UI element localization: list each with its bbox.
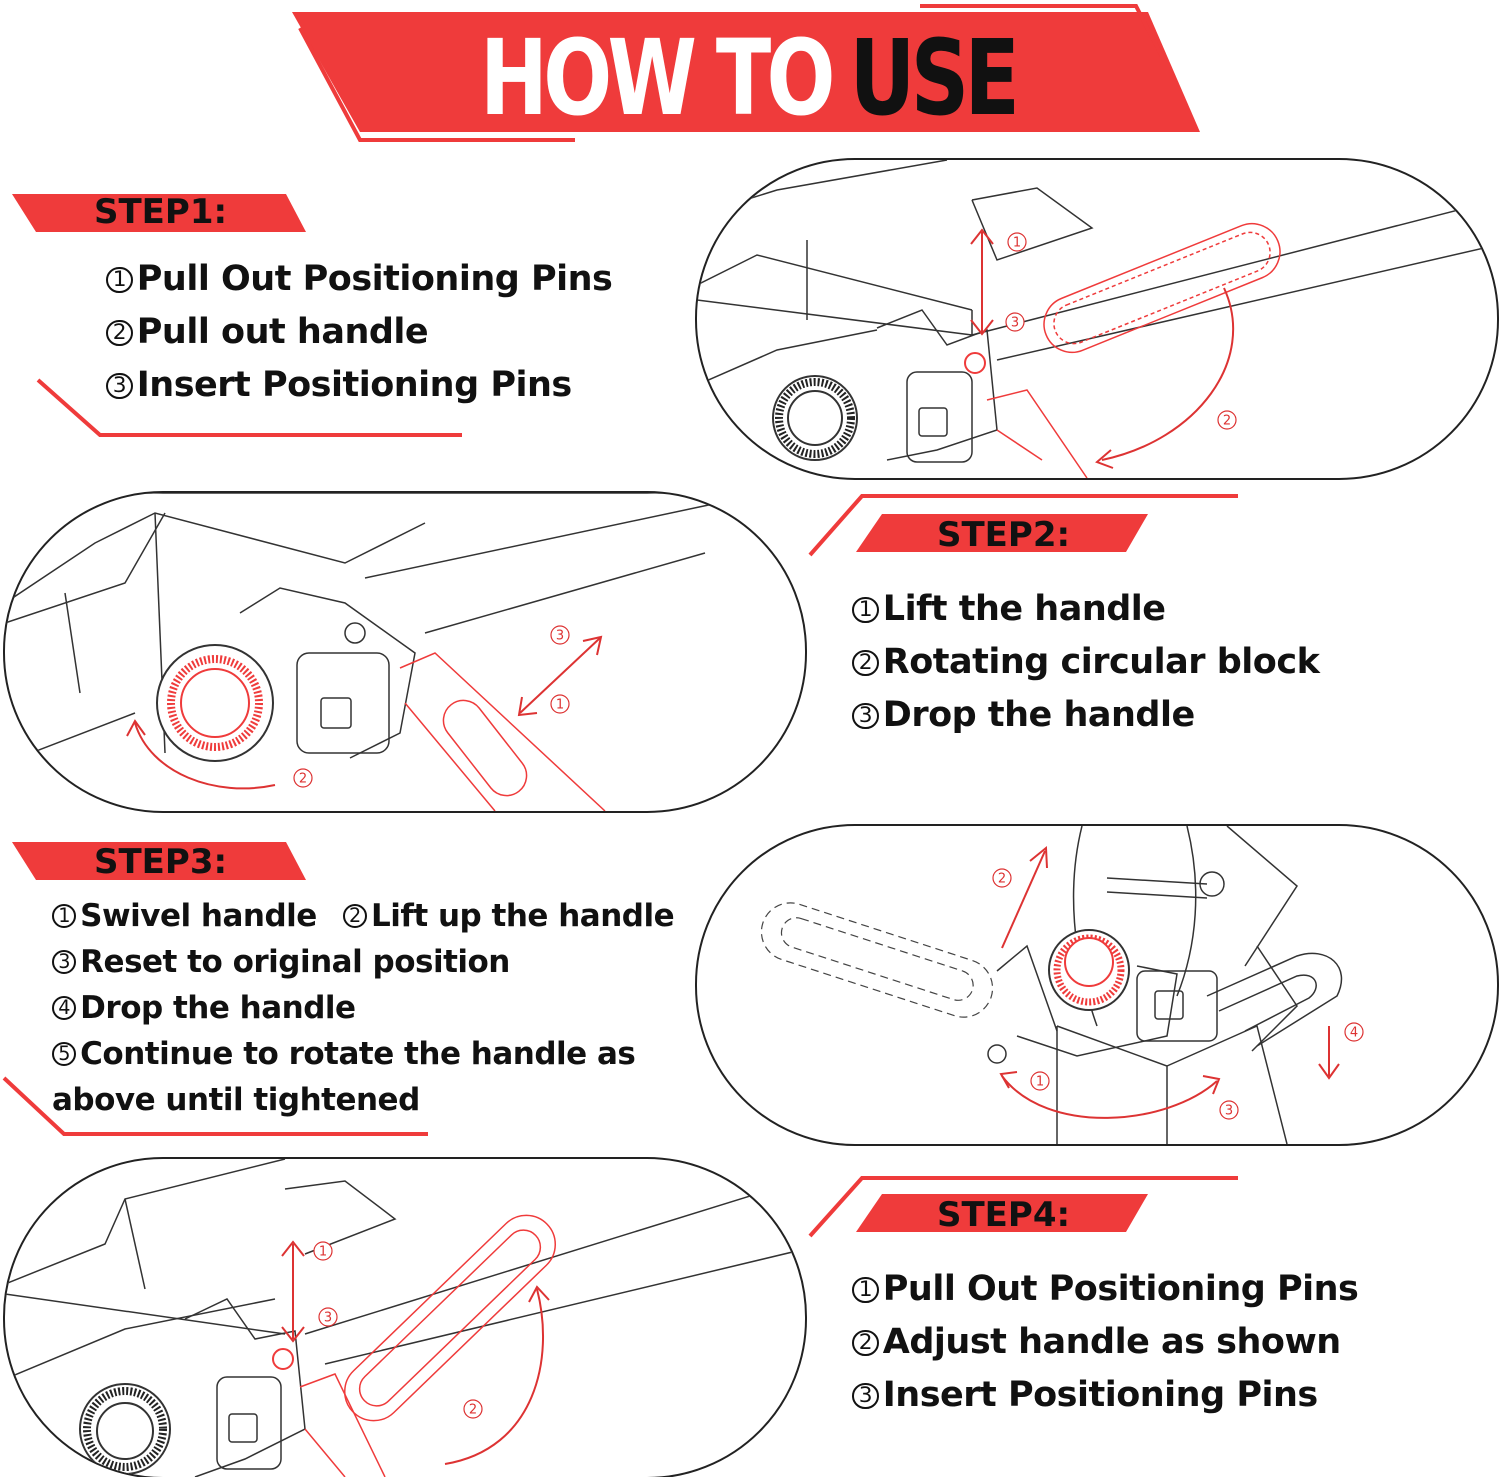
step2-illustration bbox=[3, 491, 807, 813]
step4-illustration bbox=[3, 1157, 807, 1477]
diagram-label-text: 2 bbox=[468, 1402, 478, 1418]
step1-label: STEP1: bbox=[94, 192, 228, 232]
step-number: 1 bbox=[852, 597, 879, 624]
diagram-label bbox=[464, 1400, 482, 1418]
diagram-label bbox=[551, 695, 569, 713]
step-text: Insert Positioning Pins bbox=[882, 1375, 1318, 1415]
step-text: above until tightened bbox=[52, 1082, 420, 1118]
step1-item bbox=[106, 306, 612, 359]
step2-label: STEP2: bbox=[937, 515, 1071, 555]
step3-item bbox=[52, 1077, 674, 1123]
step-number: 3 bbox=[852, 1383, 879, 1410]
step3-item bbox=[52, 985, 674, 1031]
step4-list bbox=[852, 1263, 1358, 1422]
diagram-label-text: 2 bbox=[298, 771, 308, 787]
diagram-label bbox=[1345, 1023, 1363, 1041]
diagram-label-text: 4 bbox=[1349, 1025, 1359, 1041]
diagram-label bbox=[1006, 313, 1024, 331]
step-text: Adjust handle as shown bbox=[882, 1322, 1341, 1362]
step1-item bbox=[106, 253, 612, 306]
step3-illustration bbox=[695, 824, 1499, 1146]
step4-label: STEP4: bbox=[937, 1195, 1071, 1235]
step1-item bbox=[106, 359, 612, 412]
step2-item bbox=[852, 689, 1319, 742]
diagram-label-text: 3 bbox=[1224, 1103, 1234, 1119]
step-number: 2 bbox=[106, 320, 133, 347]
diagram-label bbox=[1218, 411, 1236, 429]
step-number: 2 bbox=[852, 1330, 879, 1357]
diagram-label-text: 1 bbox=[1012, 235, 1022, 251]
diagram-label-text: 1 bbox=[318, 1244, 328, 1260]
step-text: Drop the handle bbox=[882, 695, 1195, 735]
step-text: Pull Out Positioning Pins bbox=[882, 1269, 1359, 1309]
step-number: 3 bbox=[52, 950, 76, 974]
diagram-label-text: 3 bbox=[555, 628, 565, 644]
step-text: Swivel handle bbox=[80, 898, 317, 934]
step-number: 1 bbox=[852, 1277, 879, 1304]
step-number: 2 bbox=[343, 904, 367, 928]
step-number: 3 bbox=[106, 373, 133, 400]
knob bbox=[157, 645, 273, 761]
diagram-label bbox=[993, 869, 1011, 887]
step-text: Continue to rotate the handle as bbox=[80, 1036, 636, 1072]
diagram-label-text: 2 bbox=[1222, 413, 1232, 429]
step4-item bbox=[852, 1369, 1358, 1422]
diagram-label bbox=[551, 626, 569, 644]
diagram-label-text: 3 bbox=[1010, 315, 1020, 331]
diagram-label bbox=[314, 1242, 332, 1260]
step4-item bbox=[852, 1263, 1358, 1316]
diagram-label-text: 3 bbox=[323, 1310, 333, 1326]
step3-item bbox=[52, 893, 674, 939]
step-text: Pull Out Positioning Pins bbox=[136, 259, 613, 299]
step4-item bbox=[852, 1316, 1358, 1369]
step1-list bbox=[106, 253, 612, 412]
step2-list bbox=[852, 583, 1319, 742]
step3-item bbox=[52, 939, 674, 985]
step1-illustration bbox=[695, 158, 1499, 480]
step-number: 3 bbox=[852, 703, 879, 730]
step3-item bbox=[52, 1031, 674, 1077]
step-text: Rotating circular block bbox=[882, 642, 1320, 682]
title-part-1: HOW TO bbox=[480, 17, 831, 139]
step3-list bbox=[52, 893, 674, 1123]
step2-item bbox=[852, 583, 1319, 636]
diagram-label bbox=[319, 1308, 337, 1326]
knob bbox=[773, 376, 857, 460]
diagram-label bbox=[1220, 1101, 1238, 1119]
step-text: Pull out handle bbox=[136, 312, 429, 352]
step-text: Insert Positioning Pins bbox=[136, 365, 572, 405]
step-number: 5 bbox=[52, 1042, 76, 1066]
page-title bbox=[480, 18, 1015, 138]
step-number: 2 bbox=[852, 650, 879, 677]
diagram-label bbox=[1031, 1072, 1049, 1090]
diagram-label-text: 1 bbox=[1035, 1074, 1045, 1090]
diagram-label-text: 2 bbox=[997, 871, 1007, 887]
title-part-2: USE bbox=[849, 17, 1016, 139]
step2-item bbox=[852, 636, 1319, 689]
knob bbox=[988, 930, 1129, 1063]
knob bbox=[80, 1384, 170, 1474]
step-text: Drop the handle bbox=[80, 990, 356, 1026]
diagram-label bbox=[1008, 233, 1026, 251]
step3-label: STEP3: bbox=[94, 842, 228, 882]
step-number: 1 bbox=[52, 904, 76, 928]
step-text: Lift up the handle bbox=[371, 898, 675, 934]
diagram-label bbox=[294, 769, 312, 787]
diagram-label-text: 1 bbox=[555, 697, 565, 713]
step-number: 4 bbox=[52, 996, 76, 1020]
step-text: Reset to original position bbox=[80, 944, 510, 980]
step-text: Lift the handle bbox=[882, 589, 1166, 629]
step-number: 1 bbox=[106, 267, 133, 294]
